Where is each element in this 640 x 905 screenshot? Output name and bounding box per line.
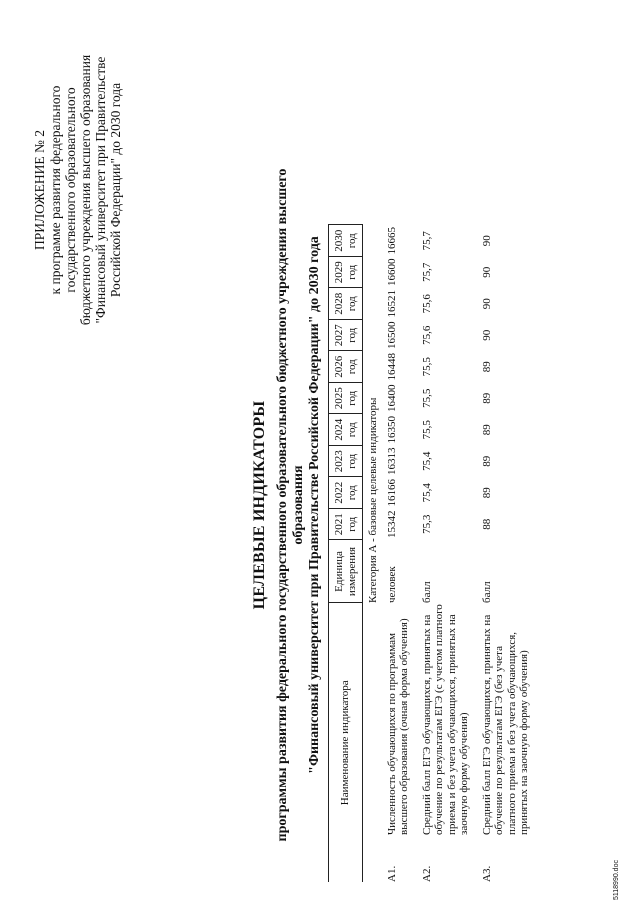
category-row (363, 225, 386, 882)
header-year: 2026 год (329, 351, 363, 383)
row-value: 75,7 (420, 262, 433, 282)
table-row (471, 225, 531, 882)
row-unit: балл (480, 581, 493, 603)
header-unit: Единица измерения (329, 540, 363, 603)
page-title: ЦЕЛЕВЫЕ ИНДИКАТОРЫ (251, 400, 268, 610)
row-name: Средний балл ЕГЭ обучающихся, принятых на обучение по результатам ЕГЭ (без учета платного приема и без учета обучающихся, принятых на заочную форму обучения) (480, 614, 530, 835)
header-indicator-name: Наименование индикатора (329, 603, 363, 882)
row-code: А1. (385, 865, 398, 882)
row-value: 90 (480, 329, 493, 341)
subtitle-line: "Финансовый университет при Правительстве Российской Федерации" до 2030 года (307, 236, 322, 774)
appendix-line: Российской Федерации" до 2030 года (108, 82, 123, 298)
row-code: А3. (480, 865, 493, 882)
row-value: 75,5 (420, 420, 433, 440)
document-reference: 5118990.doc (613, 860, 620, 900)
row-value: 16448 (385, 353, 398, 381)
row-unit: человек (385, 566, 398, 603)
appendix-line: к программе развития федерального (48, 85, 63, 295)
row-value: 88 (480, 518, 493, 530)
indicators-table (328, 225, 531, 883)
table-header-row (329, 225, 363, 882)
row-value: 16665 (385, 227, 398, 255)
appendix-line: "Финансовый университет при Правительстве (93, 56, 108, 324)
header-year: 2022 год (329, 477, 363, 509)
row-name: Численность обучающихся по программам высшего образования (очная форма обучения) (385, 618, 410, 835)
header-year: 2025 год (329, 383, 363, 415)
row-value: 75,6 (420, 294, 433, 314)
header-year: 2027 год (329, 320, 363, 352)
subtitle (275, 145, 323, 865)
category-label: Категория А - базовые целевые индикаторы (367, 397, 379, 603)
row-name: Средний балл ЕГЭ обучающихся, принятых на обучение по результатам ЕГЭ (с учетом платного приема и без учета обучающихся, принятых на заочную форму обучения) (420, 604, 470, 835)
row-value: 75,6 (420, 325, 433, 345)
row-value: 75,3 (420, 514, 433, 534)
row-value: 90 (480, 266, 493, 278)
row-value: 16500 (385, 321, 398, 349)
table-row (411, 225, 471, 882)
row-value: 16350 (385, 416, 398, 444)
header-year: 2023 год (329, 446, 363, 478)
row-value: 90 (480, 298, 493, 310)
header-year: 2028 год (329, 288, 363, 320)
header-year: 2024 год (329, 414, 363, 446)
row-value: 75,5 (420, 357, 433, 377)
row-value: 16400 (385, 384, 398, 412)
row-value: 16521 (385, 290, 398, 318)
row-value: 16166 (385, 479, 398, 507)
row-value: 15342 (385, 510, 398, 538)
row-value: 75,7 (420, 231, 433, 251)
row-value: 75,4 (420, 451, 433, 471)
row-value: 75,5 (420, 388, 433, 408)
header-year: 2029 год (329, 257, 363, 289)
subtitle-line: программы развития федерального государственного образовательного бюджетного учреждения высшего образования (275, 168, 306, 842)
row-value: 16313 (385, 447, 398, 475)
row-value: 89 (480, 455, 493, 467)
appendix-line: государственного образовательного (63, 87, 78, 293)
header-year: 2030 год (329, 225, 363, 257)
table-row (386, 225, 411, 882)
row-value: 89 (480, 424, 493, 436)
row-code: А2. (420, 865, 433, 882)
appendix-block (32, 35, 123, 345)
row-value: 90 (480, 235, 493, 247)
row-unit: балл (420, 581, 433, 603)
row-value: 89 (480, 392, 493, 404)
header-year: 2021 год (329, 509, 363, 541)
row-value: 89 (480, 361, 493, 373)
row-value: 75,4 (420, 483, 433, 503)
appendix-line: бюджетного учреждения высшего образования (78, 54, 93, 326)
row-value: 16600 (385, 258, 398, 286)
row-value: 89 (480, 487, 493, 499)
appendix-number: ПРИЛОЖЕНИЕ № 2 (32, 129, 47, 251)
